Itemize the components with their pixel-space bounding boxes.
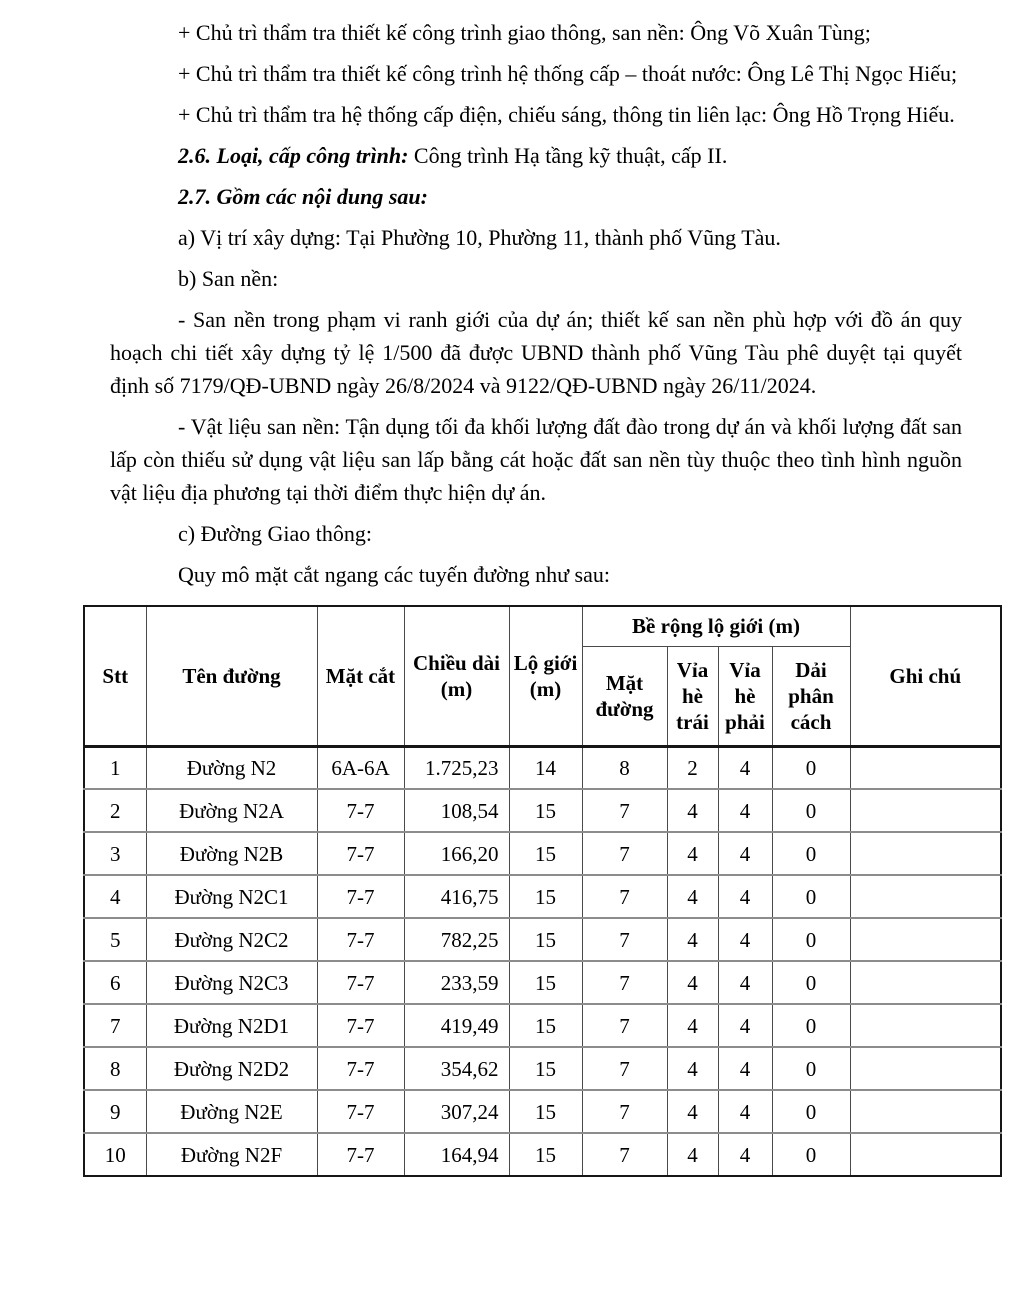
cell-mat-duong: 7: [582, 789, 667, 832]
paragraph-tham-tra-cap-dien: + Chủ trì thẩm tra hệ thống cấp điện, chiếu sáng, thông tin liên lạc: Ông Hồ Trọng Hiếu.: [178, 102, 955, 127]
table-row: [84, 1133, 1001, 1176]
cell-stt: 6: [84, 961, 146, 1004]
cell-lo-gioi: 15: [509, 1133, 582, 1176]
paragraph-tham-tra-giao-thong: + Chủ trì thẩm tra thiết kế công trình giao thông, san nền: Ông Võ Xuân Tùng;: [178, 20, 871, 45]
cell-dai-phan-cach: 0: [772, 918, 850, 961]
cell-via-he-phai: 4: [718, 746, 772, 789]
cell-dai-phan-cach: 0: [772, 832, 850, 875]
cell-via-he-phai: 4: [718, 789, 772, 832]
cell-ghi-chu: [850, 918, 1001, 961]
paragraph-vat-lieu-san-nen: - Vật liệu san nền: Tận dụng tối đa khối lượng đất đào trong dự án và khối lượng đất san lấp còn thiếu sử dụng vật liệu san lấp bằng cát hoặc đất san nền tùy thuộc theo tình hình nguồn vật liệu địa phương tại thời điểm thực hiện dự án.: [110, 414, 962, 505]
col-header-ten-duong: Tên đường: [146, 606, 317, 746]
cell-ghi-chu: [850, 789, 1001, 832]
cell-mat-cat: 7-7: [317, 789, 404, 832]
cell-dai-phan-cach: 0: [772, 746, 850, 789]
col-header-stt: Stt: [84, 606, 146, 746]
cell-chieu-dai: 233,59: [404, 961, 509, 1004]
cell-via-he-phai: 4: [718, 961, 772, 1004]
cell-stt: 10: [84, 1133, 146, 1176]
cell-ten-duong: Đường N2B: [146, 832, 317, 875]
cell-stt: 2: [84, 789, 146, 832]
paragraph-heading-2-7: [110, 180, 962, 213]
cell-lo-gioi: 15: [509, 832, 582, 875]
cell-dai-phan-cach: 0: [772, 1004, 850, 1047]
col-header-dai-phan-cach: Dải phân cách: [772, 646, 850, 746]
paragraph-tham-tra-cap-thoat-nuoc: + Chủ trì thẩm tra thiết kế công trình hệ thống cấp – thoát nước: Ông Lê Thị Ngọc Hiếu;: [178, 61, 958, 86]
table-row: [84, 875, 1001, 918]
cell-via-he-phai: 4: [718, 875, 772, 918]
cell-via-he-phai: 4: [718, 1090, 772, 1133]
table-row: [84, 746, 1001, 789]
cell-mat-cat: 6A-6A: [317, 746, 404, 789]
cell-chieu-dai: 108,54: [404, 789, 509, 832]
col-header-be-rong-lo-gioi: Bề rộng lộ giới (m): [582, 606, 850, 646]
cell-mat-duong: 7: [582, 961, 667, 1004]
cell-mat-cat: 7-7: [317, 832, 404, 875]
col-header-mat-cat: Mặt cắt: [317, 606, 404, 746]
table-row: [84, 1047, 1001, 1090]
cell-chieu-dai: 166,20: [404, 832, 509, 875]
cell-ten-duong: Đường N2D2: [146, 1047, 317, 1090]
table-row: [84, 832, 1001, 875]
cell-ten-duong: Đường N2D1: [146, 1004, 317, 1047]
cell-mat-duong: 7: [582, 1090, 667, 1133]
cell-mat-duong: 7: [582, 875, 667, 918]
cell-dai-phan-cach: 0: [772, 1133, 850, 1176]
cell-mat-cat: 7-7: [317, 1133, 404, 1176]
paragraph-vi-tri-xay-dung: a) Vị trí xây dựng: Tại Phường 10, Phường 11, thành phố Vũng Tàu.: [178, 225, 781, 250]
cell-chieu-dai: 782,25: [404, 918, 509, 961]
cell-ghi-chu: [850, 1004, 1001, 1047]
col-header-lo-gioi: Lộ giới (m): [509, 606, 582, 746]
heading-2-6-rest: Công trình Hạ tầng kỹ thuật, cấp II.: [408, 143, 728, 168]
cell-mat-cat: 7-7: [317, 1090, 404, 1133]
cell-via-he-trai: 4: [667, 1090, 718, 1133]
cell-via-he-trai: 4: [667, 789, 718, 832]
cell-lo-gioi: 14: [509, 746, 582, 789]
cell-ghi-chu: [850, 1047, 1001, 1090]
col-header-via-he-phai: Vỉa hè phải: [718, 646, 772, 746]
cell-stt: 5: [84, 918, 146, 961]
cell-via-he-trai: 4: [667, 918, 718, 961]
cell-chieu-dai: 419,49: [404, 1004, 509, 1047]
cell-stt: 7: [84, 1004, 146, 1047]
cell-mat-duong: 7: [582, 918, 667, 961]
cell-dai-phan-cach: 0: [772, 1090, 850, 1133]
cell-mat-duong: 7: [582, 832, 667, 875]
cell-lo-gioi: 15: [509, 961, 582, 1004]
col-header-via-he-trai: Vỉa hè trái: [667, 646, 718, 746]
cell-stt: 9: [84, 1090, 146, 1133]
cell-chieu-dai: 354,62: [404, 1047, 509, 1090]
cell-via-he-trai: 2: [667, 746, 718, 789]
col-header-mat-duong: Mặt đường: [582, 646, 667, 746]
cell-via-he-trai: 4: [667, 1047, 718, 1090]
table-row: [84, 961, 1001, 1004]
cell-via-he-trai: 4: [667, 961, 718, 1004]
cell-lo-gioi: 15: [509, 1047, 582, 1090]
paragraph-san-nen-heading: b) San nền:: [178, 266, 279, 291]
cell-ten-duong: Đường N2C3: [146, 961, 317, 1004]
cell-via-he-phai: 4: [718, 832, 772, 875]
col-header-ghi-chu: Ghi chú: [850, 606, 1001, 746]
cell-mat-cat: 7-7: [317, 875, 404, 918]
cell-dai-phan-cach: 0: [772, 789, 850, 832]
cell-mat-duong: 8: [582, 746, 667, 789]
paragraph-heading-2-6: [110, 139, 962, 172]
cell-ghi-chu: [850, 832, 1001, 875]
cell-ten-duong: Đường N2C2: [146, 918, 317, 961]
cell-ten-duong: Đường N2E: [146, 1090, 317, 1133]
cell-stt: 8: [84, 1047, 146, 1090]
cell-via-he-trai: 4: [667, 832, 718, 875]
cell-lo-gioi: 15: [509, 918, 582, 961]
cell-via-he-phai: 4: [718, 1133, 772, 1176]
cell-ten-duong: Đường N2F: [146, 1133, 317, 1176]
cell-dai-phan-cach: 0: [772, 1047, 850, 1090]
cell-lo-gioi: 15: [509, 789, 582, 832]
cell-mat-cat: 7-7: [317, 1047, 404, 1090]
cell-lo-gioi: 15: [509, 875, 582, 918]
cell-ghi-chu: [850, 746, 1001, 789]
table-row: [84, 918, 1001, 961]
cell-ghi-chu: [850, 961, 1001, 1004]
cell-mat-duong: 7: [582, 1004, 667, 1047]
cell-dai-phan-cach: 0: [772, 875, 850, 918]
cell-chieu-dai: 307,24: [404, 1090, 509, 1133]
paragraph-san-nen-detail: - San nền trong phạm vi ranh giới của dự án; thiết kế san nền phù hợp với đồ án quy hoạch chi tiết xây dựng tỷ lệ 1/500 đã được UBND thành phố Vũng Tàu phê duyệt tại quyết định số 7179/QĐ-UBND ngày 26/8/2024 và 9122/QĐ-UBND ngày 26/11/2024.: [110, 307, 962, 398]
cell-mat-cat: 7-7: [317, 961, 404, 1004]
heading-2-6-label: 2.6. Loại, cấp công trình:: [178, 143, 409, 168]
cell-via-he-phai: 4: [718, 1004, 772, 1047]
table-row: [84, 789, 1001, 832]
cell-lo-gioi: 15: [509, 1004, 582, 1047]
road-cross-section-table: [83, 605, 1002, 1177]
cell-stt: 1: [84, 746, 146, 789]
cell-via-he-trai: 4: [667, 1133, 718, 1176]
cell-ten-duong: Đường N2A: [146, 789, 317, 832]
cell-mat-cat: 7-7: [317, 918, 404, 961]
cell-ghi-chu: [850, 1133, 1001, 1176]
cell-via-he-trai: 4: [667, 875, 718, 918]
heading-2-7-label: 2.7. Gồm các nội dung sau:: [178, 184, 428, 209]
table-row: [84, 1090, 1001, 1133]
cell-via-he-phai: 4: [718, 1047, 772, 1090]
cell-chieu-dai: 416,75: [404, 875, 509, 918]
cell-lo-gioi: 15: [509, 1090, 582, 1133]
cell-mat-cat: 7-7: [317, 1004, 404, 1047]
table-row: [84, 1004, 1001, 1047]
table-header-row-1: [84, 606, 1001, 646]
cell-chieu-dai: 164,94: [404, 1133, 509, 1176]
cell-chieu-dai: 1.725,23: [404, 746, 509, 789]
cell-via-he-phai: 4: [718, 918, 772, 961]
cell-ten-duong: Đường N2: [146, 746, 317, 789]
cell-ten-duong: Đường N2C1: [146, 875, 317, 918]
cell-stt: 4: [84, 875, 146, 918]
cell-ghi-chu: [850, 1090, 1001, 1133]
cell-ghi-chu: [850, 875, 1001, 918]
cell-stt: 3: [84, 832, 146, 875]
paragraph-quy-mo-mat-cat: Quy mô mặt cắt ngang các tuyến đường như sau:: [178, 562, 610, 587]
cell-mat-duong: 7: [582, 1047, 667, 1090]
col-header-chieu-dai: Chiều dài (m): [404, 606, 509, 746]
paragraph-duong-giao-thong-heading: c) Đường Giao thông:: [178, 521, 373, 546]
cell-dai-phan-cach: 0: [772, 961, 850, 1004]
cell-via-he-trai: 4: [667, 1004, 718, 1047]
cell-mat-duong: 7: [582, 1133, 667, 1176]
